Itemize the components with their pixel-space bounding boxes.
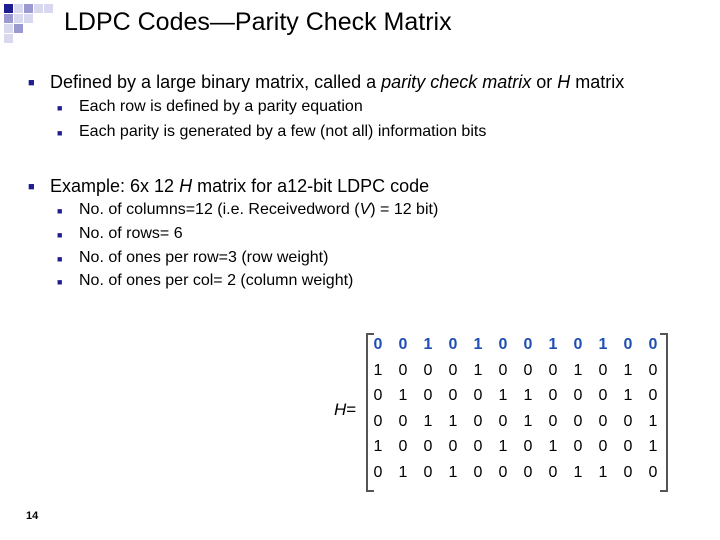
slide-title: LDPC Codes—Parity Check Matrix	[64, 8, 452, 36]
matrix-cell: 1	[573, 463, 583, 481]
matrix-cell: 0	[548, 387, 558, 404]
matrix-cell: 0	[548, 361, 558, 379]
matrix-cell: 0	[573, 412, 583, 430]
square-bullet-icon: ■	[28, 181, 35, 193]
matrix-cell: 1	[448, 412, 458, 430]
matrix-cell: 0	[473, 463, 483, 481]
matrix-cell: 0	[573, 336, 583, 353]
sub-bullet-2-1-text-end: ) = 12 bit)	[370, 201, 439, 218]
matrix-cell: 0	[423, 463, 433, 481]
matrix-cell: 0	[598, 361, 608, 379]
sub-bullet-2-2: No. of rows= 6	[79, 225, 183, 242]
matrix-cell: 0	[473, 438, 483, 455]
square-bullet-icon: ■	[57, 230, 63, 240]
bullet-2-em-h: H	[179, 176, 193, 196]
matrix-cell: 0	[548, 412, 558, 430]
matrix-cell: 0	[398, 336, 408, 353]
matrix-cell: 1	[448, 463, 458, 481]
matrix-cell: 1	[423, 412, 433, 430]
matrix-cell: 1	[423, 336, 433, 353]
matrix-cell: 0	[623, 463, 633, 481]
matrix-cell: 1	[498, 438, 508, 455]
matrix-cell: 0	[498, 463, 508, 481]
matrix-cell: 0	[598, 438, 608, 455]
bullet-2-text: Example: 6x 12	[50, 176, 180, 196]
bullet-2	[50, 176, 429, 197]
matrix-cell: 0	[473, 387, 483, 404]
matrix-cell: 0	[373, 336, 383, 353]
sub-bullet-2-1	[79, 201, 438, 219]
matrix-cell: 0	[523, 336, 533, 353]
bullet-1	[50, 72, 624, 93]
sub-bullet-2-1-em-v: V	[359, 201, 371, 218]
matrix-cell: 0	[398, 438, 408, 455]
matrix-cell: 1	[573, 361, 583, 379]
matrix-cell: 0	[523, 438, 533, 455]
matrix-cell: 0	[498, 412, 508, 430]
matrix-cell: 0	[423, 361, 433, 379]
matrix-cell: 1	[473, 336, 483, 353]
matrix-cell: 0	[648, 361, 658, 379]
matrix-cell: 1	[398, 387, 408, 404]
bullet-1-text-mid: or	[531, 72, 558, 92]
matrix-cell: 0	[373, 387, 383, 404]
bullet-1-text-end: matrix	[570, 72, 625, 92]
matrix-cell: 0	[448, 387, 458, 404]
bullet-2-text-end: matrix for a12-bit LDPC code	[192, 176, 430, 196]
bullet-1-em-h: H	[557, 72, 571, 92]
matrix-cell: 0	[623, 336, 633, 353]
matrix-cell: 0	[373, 412, 383, 430]
matrix-cell: 1	[373, 438, 383, 455]
matrix-label-equals: =	[346, 400, 357, 419]
matrix-cell: 1	[498, 387, 508, 404]
sub-bullet-1-1: Each row is defined by a parity equation	[79, 98, 363, 115]
sub-bullet-2-3: No. of ones per row=3 (row weight)	[79, 249, 329, 266]
square-bullet-icon: ■	[57, 206, 63, 216]
matrix-cell: 0	[423, 438, 433, 455]
matrix-cell: 1	[623, 387, 633, 404]
matrix-cell: 0	[598, 412, 608, 430]
matrix-cell: 0	[498, 361, 508, 379]
matrix-cell: 0	[398, 412, 408, 430]
matrix-cell: 0	[623, 438, 633, 455]
sub-bullet-1-2: Each parity is generated by a few (not all) information bits	[79, 123, 487, 140]
matrix-cell: 0	[648, 336, 658, 353]
bullet-1-em-term: parity check matrix	[381, 72, 532, 92]
matrix-cell: 1	[623, 361, 633, 379]
matrix-cell: 1	[523, 387, 533, 404]
parity-check-matrix	[366, 333, 668, 490]
matrix-label	[334, 400, 356, 420]
matrix-cell: 0	[498, 336, 508, 353]
matrix-cell: 1	[473, 361, 483, 379]
matrix-cell: 0	[448, 336, 458, 353]
matrix-cell: 0	[548, 463, 558, 481]
square-bullet-icon: ■	[57, 103, 63, 113]
matrix-cell: 1	[648, 438, 658, 455]
matrix-cell: 0	[473, 412, 483, 430]
matrix-cell: 1	[398, 463, 408, 481]
matrix-cell: 1	[598, 463, 608, 481]
matrix-cell: 0	[423, 387, 433, 404]
matrix-cell: 0	[448, 361, 458, 379]
square-bullet-icon: ■	[57, 254, 63, 264]
matrix-label-h: H	[334, 400, 347, 419]
matrix-cell: 0	[598, 387, 608, 404]
sub-bullet-2-4: No. of ones per col= 2 (column weight)	[79, 272, 354, 289]
matrix-cell: 1	[373, 361, 383, 379]
matrix-cell: 1	[548, 438, 558, 455]
slide-number: 14	[26, 510, 39, 522]
matrix-cell: 0	[448, 438, 458, 455]
matrix-cell: 0	[623, 412, 633, 430]
square-bullet-icon: ■	[57, 128, 63, 138]
matrix-cell: 1	[523, 412, 533, 430]
matrix-cell: 1	[648, 412, 658, 430]
square-bullet-icon: ■	[57, 277, 63, 287]
matrix-cell: 0	[573, 387, 583, 404]
square-bullet-icon: ■	[28, 77, 35, 89]
sub-bullet-2-1-text: No. of columns=12 (i.e. Receivedword (	[79, 201, 360, 218]
matrix-cell: 0	[523, 361, 533, 379]
matrix-cell: 0	[398, 361, 408, 379]
matrix-cell: 0	[373, 463, 383, 481]
matrix-cell: 1	[598, 336, 608, 353]
bullet-1-text: Defined by a large binary matrix, called a	[50, 72, 382, 92]
matrix-cell: 1	[548, 336, 558, 353]
matrix-cell: 0	[523, 463, 533, 481]
matrix-cell: 0	[573, 438, 583, 455]
matrix-cell: 0	[648, 387, 658, 404]
matrix-cell: 0	[648, 463, 658, 481]
